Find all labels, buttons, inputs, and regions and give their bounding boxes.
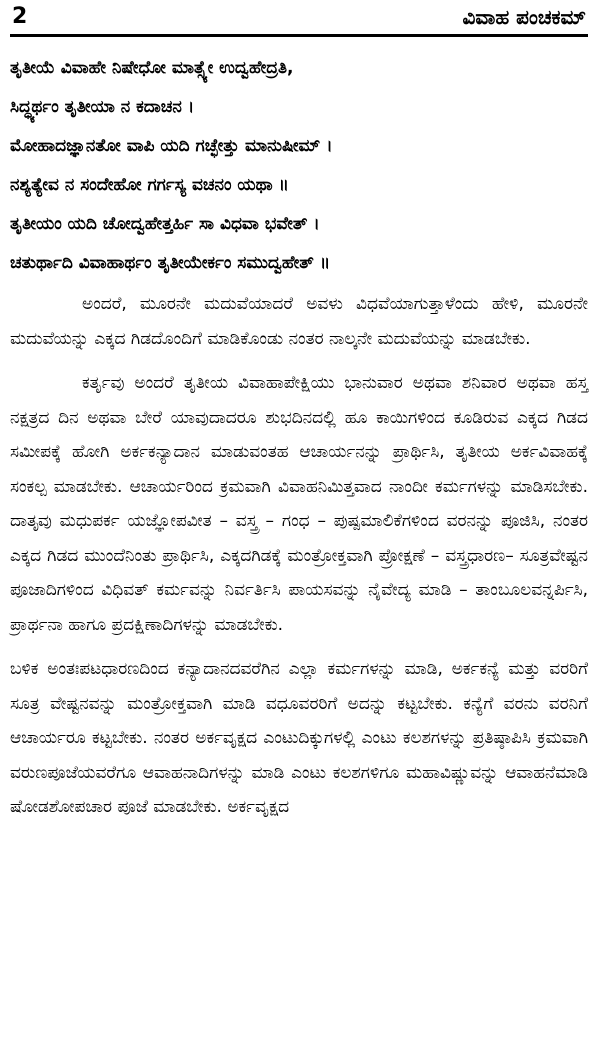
verse-line: ತೃತೀಯಂ ಯದಿ ಚೋದ್ವಹೇತ್ತರ್ಹಿ ಸಾ ವಿಧವಾ ಭವೇತ್ । bbox=[10, 214, 320, 234]
verse-line: ತೃತೀಯೆ ವಿವಾಹೇ ನಿಷೇಧೋ ಮಾತ್ಸ್ಯೇ ಉದ್ವಹೇದ್ರತಿ, bbox=[10, 58, 294, 78]
running-title: ವಿವಾಹ ಪಂಚಕಮ್ bbox=[462, 5, 586, 29]
verse-line: ನಶ್ಯತ್ಯೇವ ನ ಸಂದೇಹೋ ಗರ್ಗಸ್ಯ ವಚನಂ ಯಥಾ ॥ bbox=[10, 175, 289, 195]
body-paragraph: ಕರ್ತೃವು ಅಂದರೆ ತೃತೀಯ ವಿವಾಹಾಪೇಕ್ಷಿಯು ಭಾನುವಾರ ಅಥವಾ ಶನಿವಾರ ಅಥವಾ ಹಸ್ತ ನಕ್ಷತ್ರದ ದಿನ ಅಥವಾ ಬೇರೆ ಯಾವುದಾದರೂ ಶುಭದಿನದಲ್ಲಿ ಹೂ ಕಾಯಿಗಳಿಂದ ಕೂಡಿರುವ ಎಕ್ಕದ ಗಿಡದ ಸಮೀಪಕ್ಕೆ ಹೋಗಿ ಅರ್ಕಕನ್ಯಾದಾನ ಮಾಡುವಂತಹ ಆಚಾರ್ಯನನ್ನು ಪ್ರಾರ್ಥಿಸಿ, ತೃತೀಯ ಅರ್ಕವಿವಾಹಕ್ಕೆ ಸಂಕಲ್ಪ ಮಾಡಬೇಕು. ಆಚಾರ್ಯರಿಂದ ಕ್ರಮವಾಗಿ ವಿವಾಹನಿಮಿತ್ತವಾದ ನಾಂದೀ ಕರ್ಮಗಳನ್ನು ಮಾಡಿಸಬೇಕು. ದಾತೃವು ಮಧುಪರ್ಕ ಯಜ್ಞೋಪವೀತ – ವಸ್ತ್ರ – ಗಂಧ – ಪುಷ್ಪಮಾಲಿಕೆಗಳಿಂದ ವರನನ್ನು ಪೂಜಿಸಿ, ನಂತರ ಎಕ್ಕದ ಗಿಡದ ಮುಂದೆನಿಂತು ಪ್ರಾರ್ಥಿಸಿ, ಎಕ್ಕದಗಿಡಕ್ಕೆ ಮಂತ್ರೋಕ್ತವಾಗಿ ಪ್ರೋಕ್ಷಣೆ – ವಸ್ತ್ರಧಾರಣ– ಸೂತ್ರವೇಷ್ಟನ ಪೂಜಾದಿಗಳಿಂದ ವಿಧಿವತ್ ಕರ್ಮವನ್ನು ನಿರ್ವರ್ತಿಸಿ ಪಾಯಸವನ್ನು ನೈವೇದ್ಯ ಮಾಡಿ – ತಾಂಬೂಲವನ್ನರ್ಪಿಸಿ, ಪ್ರಾರ್ಥನಾ ಹಾಗೂ ಪ್ರದಕ್ಷಿಣಾದಿಗಳನ್ನು ಮಾಡಬೇಕು. bbox=[10, 373, 588, 635]
verse-line: ಚತುರ್ಥಾದಿ ವಿವಾಹಾರ್ಥಂ ತೃತೀಯೇರ್ಕಂ ಸಮುದ್ವಹೇತ್ ॥ bbox=[10, 253, 331, 273]
page-number: 2 bbox=[12, 4, 28, 29]
verse-line: ಸಿದ್ಧ್ಯರ್ಥಂ ತೃತೀಯಾ ನ ಕದಾಚನ । bbox=[10, 97, 195, 117]
verse-line: ಮೋಹಾದಜ್ಞಾನತೋ ವಾಪಿ ಯದಿ ಗಚ್ಛೇತ್ತು ಮಾನುಷೀಮ್ । bbox=[10, 136, 333, 156]
body-paragraph: ಬಳಿಕ ಅಂತಃಪಟಧಾರಣದಿಂದ ಕನ್ಯಾದಾನದವರೆಗಿನ ಎಲ್ಲಾ ಕರ್ಮಗಳನ್ನು ಮಾಡಿ, ಅರ್ಕಕನ್ಯೆ ಮತ್ತು ವರರಿಗೆ ಸೂತ್ರ ವೇಷ್ಟನವನ್ನು ಮಂತ್ರೋಕ್ತವಾಗಿ ಮಾಡಿ ವಧೂವರರಿಗೆ ಅದನ್ನು ಕಟ್ಟಬೇಕು. ಕನ್ಯೆಗೆ ವರನು ವರನಿಗೆ ಆಚಾರ್ಯರೂ ಕಟ್ಟಬೇಕು. ನಂತರ ಅರ್ಕವೃಕ್ಷದ ಎಂಟುದಿಕ್ಕುಗಳಲ್ಲಿ ಎಂಟು ಕಲಶಗಳನ್ನು ಪ್ರತಿಷ್ಠಾಪಿಸಿ ಕ್ರಮವಾಗಿ ವರುಣಪೂಜೆಯವರೆಗೂ ಆವಾಹನಾದಿಗಳನ್ನು ಮಾಡಿ ಎಂಟು ಕಲಶಗಳಿಗೂ ಮಹಾವಿಷ್ಣುವನ್ನು ಆವಾಹನೆಮಾಡಿ ಷೋಡಶೋಪಚಾರ ಪೂಜೆ ಮಾಡಬೇಕು. ಅರ್ಕವೃಕ್ಷದ bbox=[10, 659, 588, 817]
header-rule bbox=[10, 34, 588, 37]
page-header bbox=[10, 0, 588, 32]
body-paragraph: ಅಂದರೆ, ಮೂರನೇ ಮದುವೆಯಾದರೆ ಅವಳು ವಿಧವೆಯಾಗುತ್ತಾಳೆಂದು ಹೇಳಿ, ಮೂರನೇ ಮದುವೆಯನ್ನು ಎಕ್ಕದ ಗಿಡದೊಂದಿಗೆ ಮಾಡಿಕೊಂಡು ನಂತರ ನಾಲ್ಕನೇ ಮದುವೆಯನ್ನು ಮಾಡಬೇಕು. bbox=[10, 294, 588, 349]
verse-block bbox=[10, 49, 588, 283]
